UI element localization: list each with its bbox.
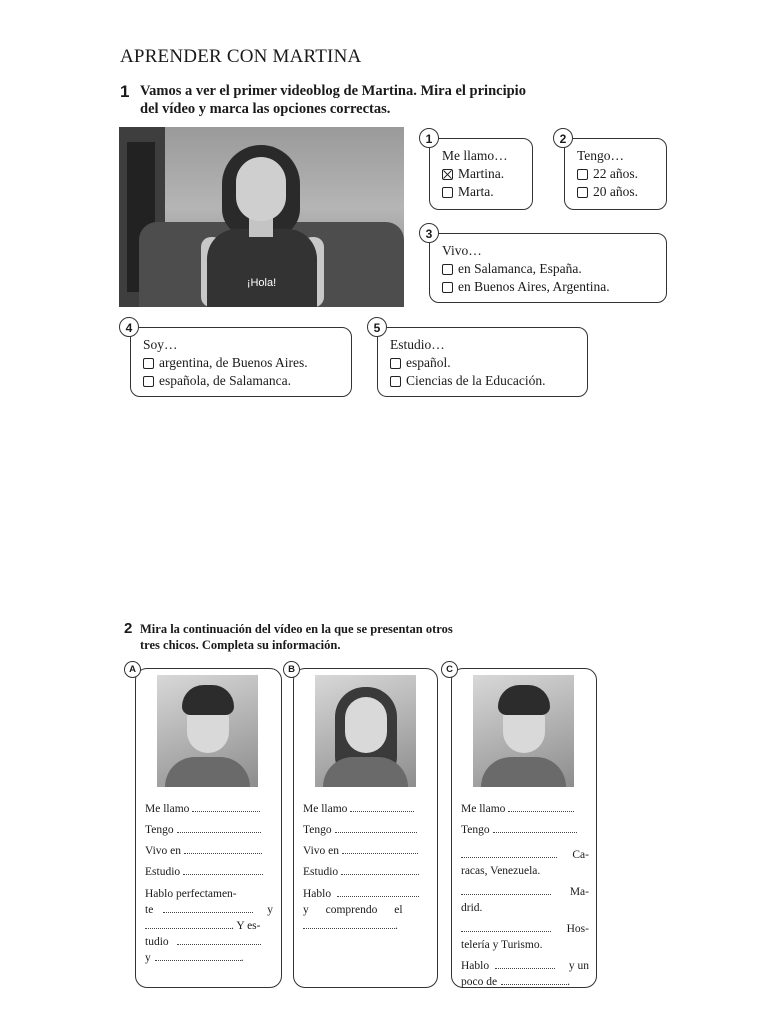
question-number-badge: 2 bbox=[553, 128, 573, 148]
card-letter-badge: A bbox=[124, 661, 141, 678]
form-line bbox=[145, 841, 273, 862]
paragraph-row bbox=[145, 918, 273, 934]
exercise-2-number: 2 bbox=[124, 620, 133, 637]
question-number-badge: 3 bbox=[419, 223, 439, 243]
option-label: español. bbox=[406, 355, 451, 370]
question-box-2 bbox=[564, 138, 667, 210]
form-line bbox=[145, 799, 273, 820]
blank-field[interactable] bbox=[495, 960, 555, 969]
field-label: Me llamo bbox=[303, 803, 348, 815]
option-label: Martina. bbox=[458, 166, 505, 181]
blank-field[interactable] bbox=[177, 936, 261, 945]
question-prompt: Estudio… bbox=[390, 337, 445, 352]
paragraph-row bbox=[145, 886, 273, 902]
blank-field[interactable] bbox=[183, 866, 263, 875]
form-line bbox=[303, 841, 429, 862]
question-number-badge: 4 bbox=[119, 317, 139, 337]
text-fragment: racas, Venezuela. bbox=[461, 865, 541, 877]
option-salamanca[interactable] bbox=[442, 260, 656, 278]
profile-card-c bbox=[451, 668, 597, 988]
card-form bbox=[145, 799, 273, 966]
blank-field[interactable] bbox=[461, 849, 557, 858]
text-fragment: . Y es- bbox=[231, 920, 261, 932]
video-frame[interactable] bbox=[119, 127, 404, 307]
option-marta[interactable] bbox=[442, 183, 522, 201]
hablo-paragraph bbox=[461, 958, 589, 990]
text-fragment: Hablo perfectamen- bbox=[145, 888, 237, 900]
paragraph-row bbox=[303, 886, 429, 902]
photo-hair bbox=[182, 685, 234, 715]
field-label: Vivo en bbox=[303, 845, 340, 857]
checkbox[interactable] bbox=[143, 358, 154, 369]
field-label: Tengo bbox=[303, 824, 332, 836]
text-fragment: y un bbox=[568, 960, 589, 972]
paragraph-row bbox=[145, 934, 273, 950]
blank-field[interactable] bbox=[145, 920, 231, 929]
text-fragment: te bbox=[145, 904, 154, 916]
card-letter-badge: C bbox=[441, 661, 458, 678]
madrid-paragraph bbox=[461, 884, 589, 916]
question-number-badge: 5 bbox=[367, 317, 387, 337]
photo-head bbox=[345, 697, 387, 753]
blank-field[interactable] bbox=[337, 888, 419, 897]
form-line bbox=[303, 799, 429, 820]
instruction-line: Vamos a ver el primer videoblog de Martina. Mira el principio bbox=[140, 83, 526, 99]
video-person-face bbox=[236, 157, 286, 221]
form-line bbox=[145, 862, 273, 883]
question-prompt: Vivo… bbox=[442, 243, 482, 258]
text-fragment: . bbox=[395, 920, 398, 932]
profile-card-a bbox=[135, 668, 282, 988]
option-label: en Buenos Aires, Argentina. bbox=[458, 279, 610, 294]
paragraph-row bbox=[303, 902, 429, 918]
checkbox[interactable] bbox=[577, 187, 588, 198]
option-label: española, de Salamanca. bbox=[159, 373, 291, 388]
profile-photo bbox=[473, 675, 574, 787]
option-label: en Salamanca, España. bbox=[458, 261, 582, 276]
text-fragment: Hablo bbox=[461, 960, 490, 972]
instruction-line: del vídeo y marca las opciones correctas. bbox=[140, 101, 391, 117]
text-fragment: Ca- bbox=[572, 849, 589, 861]
paragraph-row bbox=[461, 974, 589, 990]
option-argentina[interactable] bbox=[143, 354, 341, 372]
question-prompt: Tengo… bbox=[577, 148, 625, 163]
field-label: Me llamo bbox=[461, 803, 506, 815]
blank-field[interactable] bbox=[508, 803, 574, 812]
paragraph-row bbox=[145, 950, 273, 966]
paragraph-row bbox=[145, 902, 273, 918]
text-fragment: Ma- bbox=[569, 886, 589, 898]
question-number-badge: 1 bbox=[419, 128, 439, 148]
field-label: Tengo bbox=[145, 824, 174, 836]
exercise-2-instruction bbox=[140, 621, 520, 653]
option-label: Ciencias de la Educación. bbox=[406, 373, 546, 388]
option-22[interactable] bbox=[577, 165, 656, 183]
photo-body bbox=[323, 757, 408, 787]
question-prompt: Soy… bbox=[143, 337, 178, 352]
paragraph-row bbox=[461, 921, 589, 937]
blank-field[interactable] bbox=[155, 952, 241, 961]
card-form bbox=[303, 799, 429, 934]
blank-field[interactable] bbox=[335, 824, 417, 833]
paragraph-row bbox=[303, 918, 429, 934]
text-fragment: Hos- bbox=[566, 923, 589, 935]
blank-field[interactable] bbox=[163, 904, 253, 913]
hablo-paragraph bbox=[145, 886, 273, 966]
text-fragment: y bbox=[267, 904, 273, 916]
text-fragment: y comprendo el bbox=[303, 904, 403, 916]
text-fragment: y bbox=[145, 952, 151, 964]
blank-field[interactable] bbox=[461, 923, 551, 932]
form-line bbox=[461, 799, 589, 820]
question-box-3 bbox=[429, 233, 667, 303]
text-fragment: . bbox=[240, 952, 244, 964]
profile-card-b bbox=[293, 668, 438, 988]
option-label: Marta. bbox=[458, 184, 494, 199]
question-prompt: Me llamo… bbox=[442, 148, 508, 163]
profile-photo bbox=[315, 675, 416, 787]
option-espanol[interactable] bbox=[390, 354, 577, 372]
hosteleria-paragraph bbox=[461, 921, 589, 953]
text-fragment: drid. bbox=[461, 902, 483, 914]
instruction-line: tres chicos. Completa su información. bbox=[140, 638, 341, 652]
blank-field[interactable] bbox=[177, 824, 261, 833]
photo-body bbox=[481, 757, 566, 787]
form-line bbox=[303, 820, 429, 841]
checkbox[interactable] bbox=[442, 264, 453, 275]
blank-field[interactable] bbox=[493, 824, 577, 833]
page-title: APRENDER CON MARTINA bbox=[120, 46, 362, 67]
checkbox[interactable] bbox=[442, 282, 453, 293]
question-box-4 bbox=[130, 327, 352, 397]
option-label: argentina, de Buenos Aires. bbox=[159, 355, 308, 370]
text-fragment: . bbox=[567, 976, 570, 988]
vive-paragraph bbox=[461, 847, 589, 879]
checkbox[interactable] bbox=[390, 376, 401, 387]
question-box-5 bbox=[377, 327, 588, 397]
form-line bbox=[461, 820, 589, 841]
photo-body bbox=[165, 757, 250, 787]
blank-field[interactable] bbox=[342, 845, 418, 854]
exercise-1-instruction bbox=[140, 82, 580, 118]
form-line bbox=[145, 820, 273, 841]
checkbox[interactable] bbox=[442, 187, 453, 198]
checkbox[interactable] bbox=[390, 358, 401, 369]
text-fragment: poco de bbox=[461, 976, 498, 988]
blank-field[interactable] bbox=[192, 803, 260, 812]
instruction-line: Mira la continuación del vídeo en la que se presentan otros bbox=[140, 622, 453, 636]
blank-field[interactable] bbox=[461, 886, 551, 895]
paragraph-row bbox=[461, 958, 589, 974]
option-martina[interactable] bbox=[442, 165, 522, 183]
field-label: Vivo en bbox=[145, 845, 182, 857]
checked-checkbox[interactable] bbox=[442, 169, 453, 180]
checkbox[interactable] bbox=[143, 376, 154, 387]
blank-field[interactable] bbox=[501, 976, 567, 985]
blank-field[interactable] bbox=[341, 866, 419, 875]
option-label: 20 años. bbox=[593, 184, 638, 199]
option-buenos-aires[interactable] bbox=[442, 278, 656, 296]
blank-field[interactable] bbox=[184, 845, 262, 854]
field-label: Tengo bbox=[461, 824, 490, 836]
option-espanola[interactable] bbox=[143, 372, 341, 390]
profile-photo bbox=[157, 675, 258, 787]
blank-field[interactable] bbox=[350, 803, 414, 812]
text-fragment: Hablo bbox=[303, 888, 332, 900]
text-fragment: telería y Turismo. bbox=[461, 939, 543, 951]
checkbox[interactable] bbox=[577, 169, 588, 180]
option-20[interactable] bbox=[577, 183, 656, 201]
card-form bbox=[461, 799, 589, 990]
hablo-paragraph bbox=[303, 886, 429, 934]
video-caption: ¡Hola! bbox=[246, 277, 277, 289]
card-letter-badge: B bbox=[283, 661, 300, 678]
field-label: Me llamo bbox=[145, 803, 190, 815]
video-person-shirt bbox=[207, 229, 317, 307]
paragraph-row bbox=[461, 884, 589, 900]
exercise-1-number: 1 bbox=[120, 82, 130, 101]
option-ciencias[interactable] bbox=[390, 372, 577, 390]
photo-hair bbox=[498, 685, 550, 715]
text-fragment: tudio bbox=[145, 936, 169, 948]
blank-field[interactable] bbox=[303, 920, 395, 929]
paragraph-row bbox=[461, 847, 589, 863]
option-label: 22 años. bbox=[593, 166, 638, 181]
field-label: Estudio bbox=[303, 866, 339, 878]
question-box-1 bbox=[429, 138, 533, 210]
field-label: Estudio bbox=[145, 866, 181, 878]
form-line bbox=[303, 862, 429, 883]
